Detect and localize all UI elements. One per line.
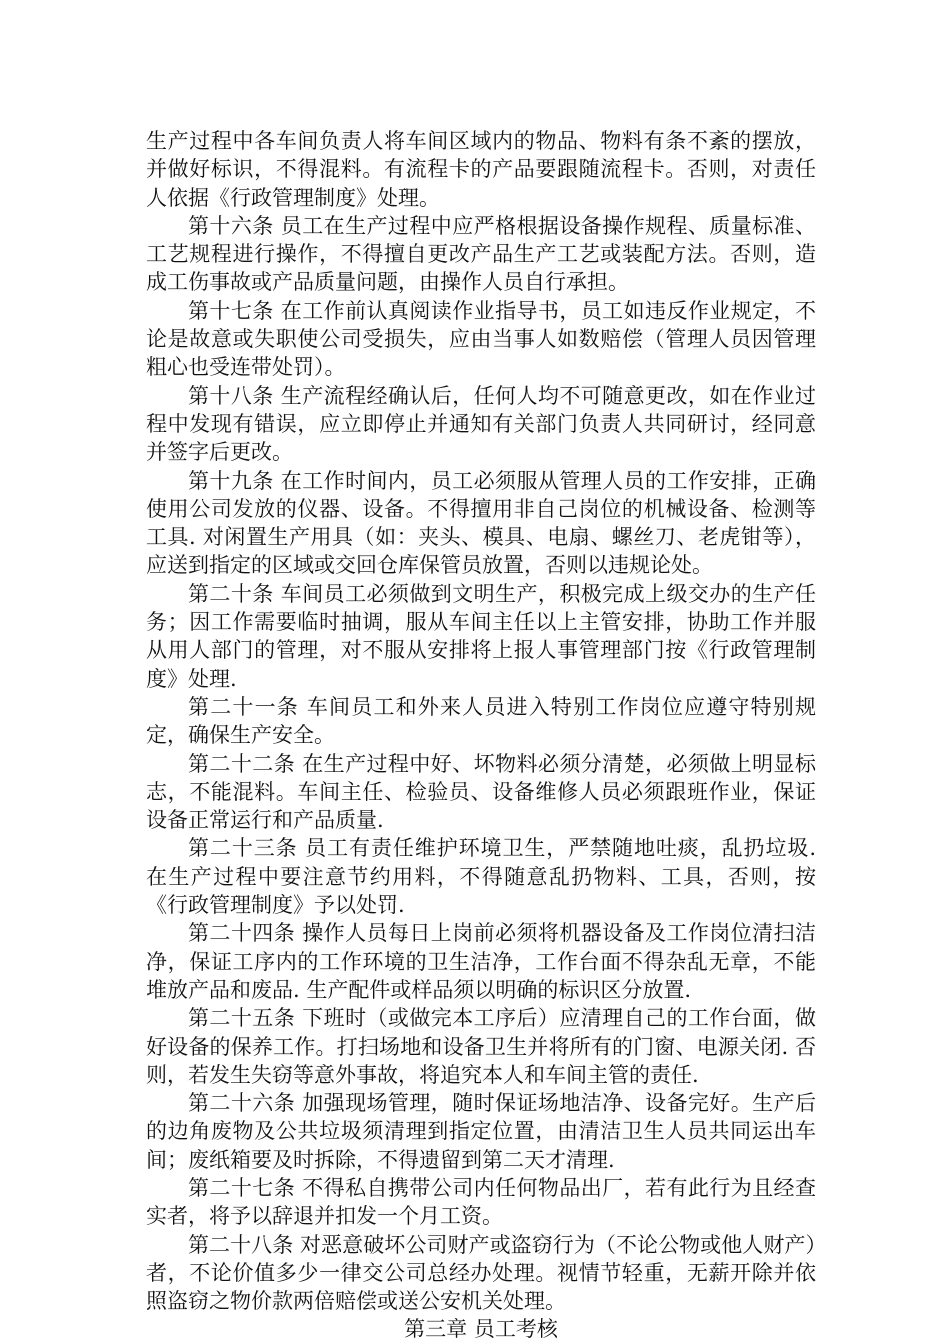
paragraph: 第十九条 在工作时间内，员工必须服从管理人员的工作安排，正确使用公司发放的仪器、设备。不得擅用非自己岗位的机械设备、检测等工具. 对闲置生产用具（如：夹头、模具、电扇、螺丝刀、老虎钳等），应送到指定的区域或交回仓库保管员放置，否则以违规论处。	[146, 468, 816, 578]
paragraph: 第二十四条 操作人员每日上岗前必须将机器设备及工作岗位清扫洁净，保证工序内的工作环境的卫生洁净，工作台面不得杂乱无章，不能堆放产品和废品. 生产配件或样品须以明确的标识区分放置.	[146, 921, 816, 1002]
document-body	[146, 127, 816, 1315]
paragraph: 第二十条 车间员工必须做到文明生产，积极完成上级交办的生产任务；因工作需要临时抽调，服从车间主任以上主管安排，协助工作并服从用人部门的管理，对不服从安排将上报人事管理部门按《行政管理制度》处理.	[146, 581, 816, 691]
chapter-heading: 第三章 员工考核	[404, 1317, 558, 1342]
paragraph: 第二十八条 对恶意破坏公司财产或盗窃行为（不论公物或他人财产）者，不论价值多少一律交公司总经办处理。视情节轻重，无薪开除并依照盗窃之物价款两倍赔偿或送公安机关处理。	[146, 1232, 816, 1314]
paragraph: 第十六条 员工在生产过程中应严格根据设备操作规程、质量标准、工艺规程进行操作，不得擅自更改产品生产工艺或装配方法。否则，造成工伤事故或产品质量问题，由操作人员自行承担。	[146, 213, 816, 295]
paragraph: 第二十二条 在生产过程中好、坏物料必须分清楚，必须做上明显标志，不能混料。车间主任、检验员、设备维修人员必须跟班作业，保证设备正常运行和产品质量.	[146, 751, 816, 833]
paragraph: 生产过程中各车间负责人将车间区域内的物品、物料有条不紊的摆放，并做好标识，不得混料。有流程卡的产品要跟随流程卡。否则，对责任人依据《行政管理制度》处理。	[146, 129, 816, 210]
paragraph: 第二十三条 员工有责任维护环境卫生，严禁随地吐痰，乱扔垃圾. 在生产过程中要注意节约用料，不得随意乱扔物料、工具，否则，按《行政管理制度》予以处罚.	[146, 836, 816, 918]
document-page	[146, 127, 816, 1344]
paragraph: 第十七条 在工作前认真阅读作业指导书，员工如违反作业规定，不论是故意或失职使公司受损失，应由当事人如数赔偿（管理人员因管理粗心也受连带处罚）。	[146, 298, 816, 380]
paragraph: 第二十七条 不得私自携带公司内任何物品出厂，若有此行为且经查实者，将予以辞退并扣发一个月工资。	[146, 1175, 816, 1229]
paragraph: 第二十六条 加强现场管理，随时保证场地洁净、设备完好。生产后的边角废物及公共垃圾须清理到指定位置，由清洁卫生人员共同运出车间；废纸箱要及时拆除，不得遗留到第二天才清理.	[146, 1091, 816, 1172]
paragraph: 第二十一条 车间员工和外来人员进入特别工作岗位应遵守特别规定，确保生产安全。	[146, 694, 816, 748]
paragraph: 第十八条 生产流程经确认后，任何人均不可随意更改，如在作业过程中发现有错误，应立即停止并通知有关部门负责人共同研讨，经同意并签字后更改。	[146, 383, 816, 465]
paragraph: 第二十五条 下班时（或做完本工序后）应清理自己的工作台面，做好设备的保养工作。打扫场地和设备卫生并将所有的门窗、电源关闭. 否则，若发生失窃等意外事故，将追究本人和车间主管的责任.	[146, 1006, 816, 1087]
